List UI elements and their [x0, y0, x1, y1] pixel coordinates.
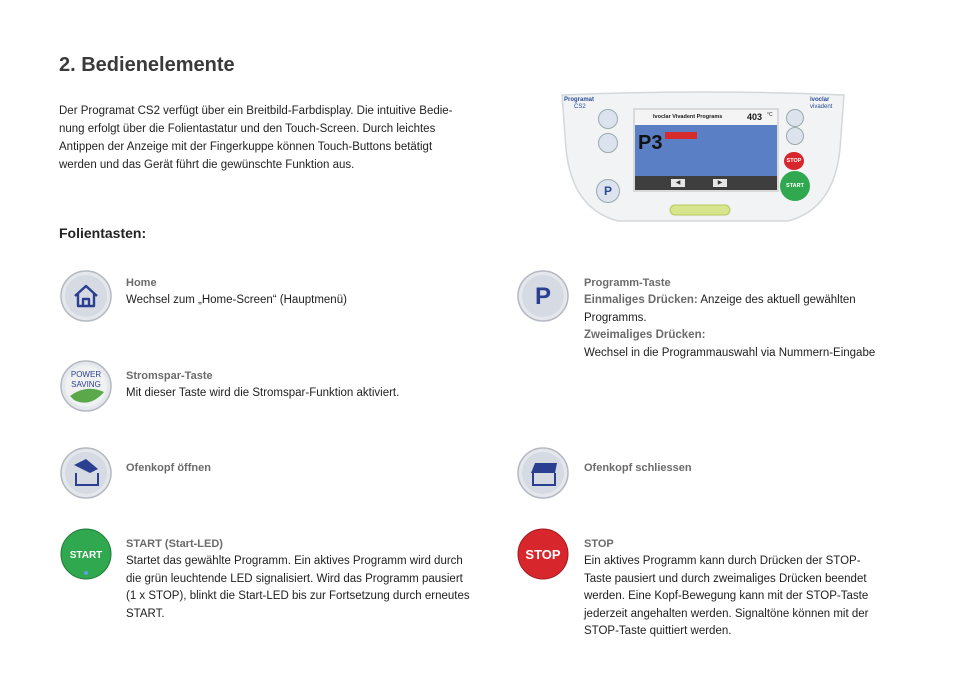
- power-title: Stromspar-Taste: [126, 370, 213, 382]
- logo-line-2: vivadent: [810, 104, 833, 110]
- close-title: Ofenkopf schliessen: [584, 462, 692, 474]
- panel-power-icon: [598, 133, 618, 153]
- panel-close-icon: [786, 127, 804, 145]
- power-saving-button-icon: [60, 360, 112, 412]
- device-model: CS2: [574, 104, 586, 110]
- screen-program: P3: [638, 132, 663, 154]
- home-text: Wechsel zum „Home-Screen“ (Hauptmenü): [126, 294, 347, 306]
- panel-screen: [633, 108, 779, 192]
- program-title: Programm-Taste: [584, 277, 671, 289]
- start-button-icon: [60, 528, 112, 580]
- stop-title: STOP: [584, 538, 614, 550]
- program-icon-letter: P: [534, 283, 552, 310]
- panel-p-icon: P: [596, 179, 620, 203]
- screen-title: Ivoclar Vivadent Programs: [653, 114, 723, 120]
- page-title: 2. Bedienelemente: [59, 54, 235, 76]
- section-subheading: Folientasten:: [59, 225, 147, 241]
- program-text: Einmaliges Drücken: Anzeige des aktuell gewählten Programms. Zweimaliges Drücken: Wechsel in die Programmauswahl via Nummern-Eingabe: [584, 294, 876, 359]
- power-saving-line-2: SAVING: [71, 380, 101, 389]
- logo-line-1: ivoclar: [810, 97, 830, 103]
- screen-header: [635, 110, 777, 125]
- device-panel-illustration: [558, 89, 848, 229]
- home-title: Home: [126, 277, 157, 289]
- open-title: Ofenkopf öffnen: [126, 462, 211, 474]
- close-head-button-icon: [517, 447, 569, 499]
- panel-home-icon: [598, 109, 618, 129]
- panel-open-icon: [786, 109, 804, 127]
- stop-icon-label: STOP: [525, 547, 561, 562]
- start-text: Startet das gewählte Programm. Ein aktives Programm wird durch die grün leuchtende LED signalisiert. Wird das Programm pausiert (1 x STOP), blinkt die Start-LED bis zur Fortsetzung durch erneutes START.: [126, 555, 470, 620]
- stop-text: Ein aktives Programm kann durch Drücken der STOP- Taste pausiert und durch zweimaliges Drücken beendet werden. Eine Kopf-Bewegung kann mit der STOP-Taste jederzeit angehalten werden. Signaltöne können mit der STOP-Taste quittiert werden.: [584, 555, 869, 637]
- screen-next-icon: ▶: [713, 179, 727, 187]
- panel-start-icon: START: [780, 171, 810, 201]
- power-saving-line-1: POWER: [70, 370, 102, 379]
- screen-temperature: 403: [747, 112, 763, 122]
- stop-button-icon: [517, 528, 569, 580]
- open-head-button-icon: [60, 447, 112, 499]
- home-button-icon: [60, 270, 112, 322]
- intro-paragraph: Der Programat CS2 verfügt über ein Breitbild-Farbdisplay. Die intuitive Bedie- nung erfolgt über die Folientastatur und den Touch-Screen. Durch leichtes Antippen der Anzeige mit der Fingerkuppe können Touch-Buttons betätigt werden und das Gerät führt die gewünschte Funktion aus.: [59, 105, 453, 171]
- screen-temperature-unit: °C: [767, 112, 773, 118]
- start-icon-label: START: [69, 550, 103, 561]
- power-text: Mit dieser Taste wird die Stromspar-Funktion aktiviert.: [126, 387, 400, 399]
- panel-stop-icon: STOP: [784, 152, 804, 170]
- device-brand: Programat: [564, 97, 595, 103]
- start-title: START (Start-LED): [126, 538, 223, 550]
- screen-prev-icon: ◀: [671, 179, 685, 187]
- screen-nav-bar: [635, 176, 777, 190]
- screen-red-tag: [665, 132, 697, 139]
- program-button-icon: [517, 270, 569, 322]
